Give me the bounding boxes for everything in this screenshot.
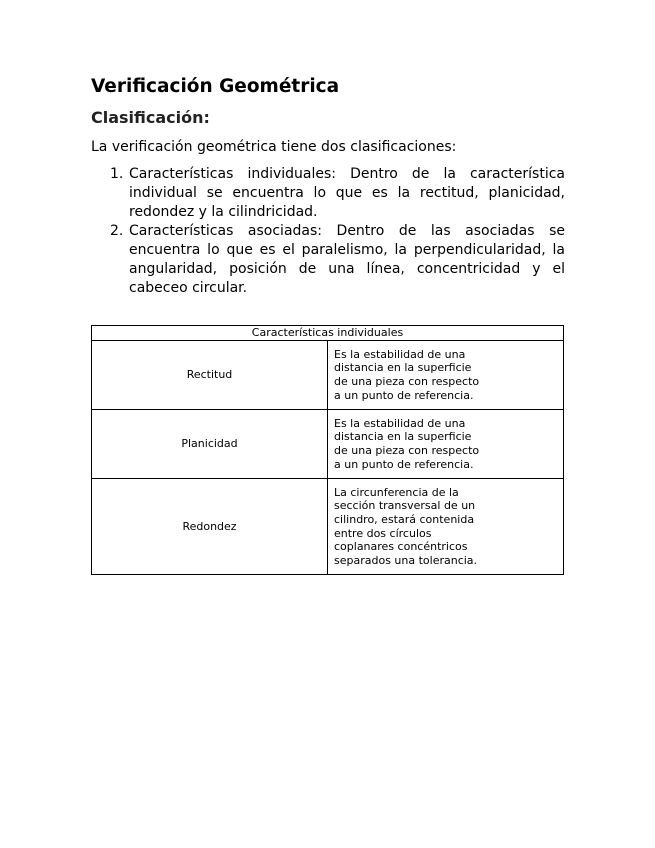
list-item xyxy=(91,222,565,298)
classification-list xyxy=(91,165,565,298)
table-row xyxy=(92,410,564,479)
table-header: Características individuales xyxy=(92,326,564,341)
list-item xyxy=(91,165,565,222)
table-row xyxy=(92,479,564,575)
row-description: Es la estabilidad de una distancia en la superficie de una pieza con respecto a un punto de referencia. xyxy=(328,410,564,479)
row-name: Planicidad xyxy=(92,410,328,479)
characteristics-table xyxy=(91,325,564,575)
list-item-text: Características asociadas: Dentro de las asociadas se encuentra lo que es el paralelismo, la perpendicularidad, la angularidad, posición de una línea, concentricidad y el cabeceo circular. xyxy=(129,223,565,296)
row-description: Es la estabilidad de una distancia en la superficie de una pieza con respecto a un punto de referencia. xyxy=(328,341,564,410)
list-item-number: 2. xyxy=(110,223,124,239)
row-name: Redondez xyxy=(92,479,328,575)
list-item-number: 1. xyxy=(110,166,124,182)
row-name: Rectitud xyxy=(92,341,328,410)
table-header-row xyxy=(92,326,564,341)
row-description: La circunferencia de la sección transversal de un cilindro, estará contenida entre dos círculos coplanares concéntricos separados una tolerancia. xyxy=(328,479,564,575)
intro-paragraph: La verificación geométrica tiene dos clasificaciones: xyxy=(91,139,457,155)
list-item-text: Características individuales: Dentro de la característica individual se encuentra lo que es la rectitud, planicidad, redondez y la cilindricidad. xyxy=(129,166,565,220)
table-row xyxy=(92,341,564,410)
section-heading: Clasificación: xyxy=(91,108,210,127)
document-title: Verificación Geométrica xyxy=(91,76,340,97)
